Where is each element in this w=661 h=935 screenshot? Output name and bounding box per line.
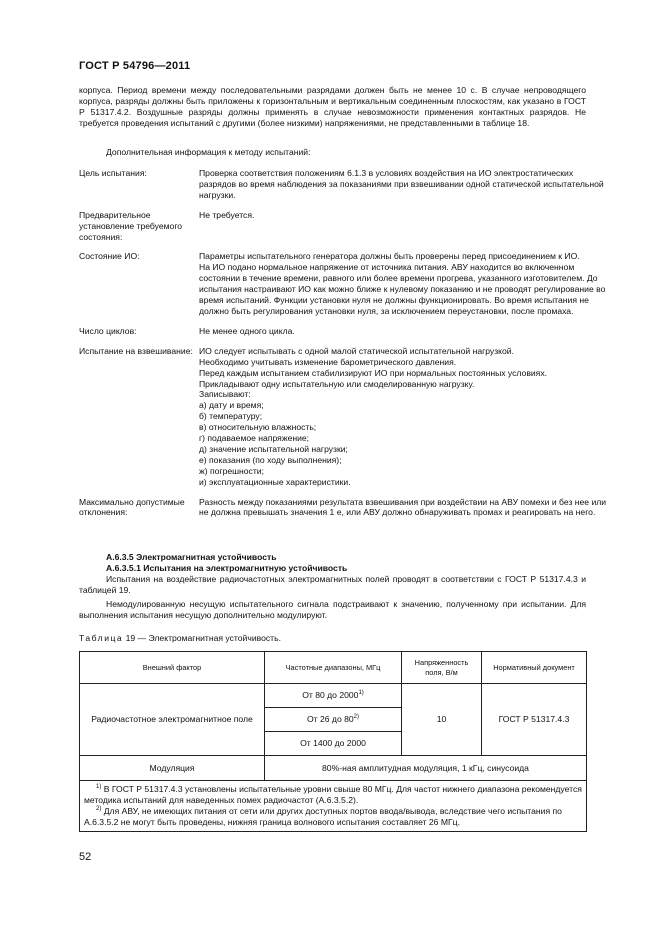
footnote-marker: 2) <box>96 805 102 812</box>
table-caption <box>79 633 281 644</box>
subsection-heading: А.6.3.5.1 Испытания на электромагнитную устойчивость <box>106 563 348 573</box>
footnote <box>84 806 582 828</box>
table-header-cell: Внешний фактор <box>80 652 265 684</box>
def-line: Перед каждым испытанием стабилизируют ИО при нормальных постоянных условиях. <box>199 367 548 378</box>
def-line: г) подаваемое напряжение; <box>199 433 310 444</box>
def-line: Проверка соответствия положениям 6.1.3 в условиях воздействия на ИО электростатических разрядов во время наблюдения за показаниями при взвешивании одной статической испытательной нагрузки. <box>199 168 604 200</box>
intro-paragraph: корпуса. Период времени между последовательными разрядами должен быть не менее 10 с. В случае непроводящего корпуса, разряды должны быть приложены к горизонтальным и вертикальным соединенным плоскостям, как указано в ГОСТ Р 51317.4.2. Воздушные разряды должны применять в случае невозможности применения контактных разрядов. Не требуется проведения испытаний с другими (более низкими) напряжениями, не представленными в таблице 18. <box>79 85 586 128</box>
footnote-marker: 2) <box>353 714 360 721</box>
def-line: и) эксплуатационные характеристики. <box>199 476 351 487</box>
table-header-row <box>80 652 587 684</box>
section-paragraph: Испытания на воздействие радиочастотных электромагнитных полей проводят в соответствии с ГОСТ Р 51317.4.3 и таблицей 19. <box>79 574 586 595</box>
def-term: Цель испытания: <box>79 168 147 178</box>
table-header-cell: Частотные диапазоны, МГц <box>265 652 402 684</box>
section-paragraph: Немодулированную несущую испытательного сигнала подстраивают к значению, полученному при испытании. Для выполнения испытания несущую дополнительно модулируют. <box>79 599 586 620</box>
range-cell <box>265 708 402 732</box>
table-row <box>80 684 587 708</box>
def-line: Не менее одного цикла. <box>199 325 295 336</box>
intro-additional-info: Дополнительная информация к методу испытаний: <box>106 147 311 157</box>
range-text: От 1400 до 2000 <box>300 738 366 749</box>
def-row-purpose <box>79 168 609 201</box>
def-desc <box>199 168 607 201</box>
range-text: От 80 до 2000 <box>302 690 359 701</box>
range-text: От 26 до 80 <box>306 714 354 725</box>
table-header-cell: Нормативный документ <box>482 652 587 684</box>
def-term: Состояние ИО: <box>79 251 140 262</box>
modulation-value: 80%-ная амплитудная модуляция, 1 кГц, синусоида <box>265 756 587 781</box>
document-header: ГОСТ Р 54796—2011 <box>79 60 191 72</box>
field-strength-cell: 10 <box>402 684 482 756</box>
def-desc <box>199 497 607 519</box>
range-cell <box>265 732 402 756</box>
def-row-cycles <box>79 326 609 337</box>
test-definitions <box>79 168 609 527</box>
def-line: в) относительную влажность; <box>199 422 317 433</box>
def-line: ж) погрешности; <box>199 465 264 476</box>
def-line: Прикладывают одну испытательную или смоделированную нагрузку. <box>199 378 475 389</box>
section-heading: А.6.3.5 Электромагнитная устойчивость <box>106 552 277 562</box>
standard-cell: ГОСТ Р 51317.4.3 <box>482 684 587 756</box>
def-line: ИО следует испытывать с одной малой статической испытательной нагрузкой. <box>199 345 514 356</box>
footnote-marker: 1) <box>96 784 102 791</box>
def-line: Не требуется. <box>199 209 255 220</box>
table-header-cell: Напряженность поля, В/м <box>402 652 482 684</box>
def-term: Предварительное установление требуемого состояния: <box>79 209 183 242</box>
factor-cell: Радиочастотное электромагнитное поле <box>80 684 265 756</box>
footnote-marker: 1) <box>358 690 364 697</box>
def-line: На ИО подано нормальное напряжение от источника питания. АВУ находится во включенном состоянии в течение времени, равного или более времени прогрева, указанного изготовителем. До испытания настраивают ИО как можно ближе к нулевому показанию и не проводят регулирование во время испытаний. Функции установки нуля не должны функционировать. Во время испытания не должно быть регулирования установки нуля, за исключением переустановки, после промаха. <box>199 262 606 316</box>
def-line: Разность между показаниями результата взвешивания при воздействии на АВУ помехи и без нее или не должна превышать значения 1 е, или АВУ должно обнаруживать промах и реагировать на него. <box>199 496 607 518</box>
table-caption-word: Таблица <box>79 633 124 643</box>
def-row-weighing-test <box>79 346 609 488</box>
def-row-max-deviation <box>79 497 609 519</box>
def-row-preconditioning <box>79 210 609 243</box>
def-line: Необходимо учитывать изменение барометрического давления. <box>199 356 457 367</box>
def-row-eut-state <box>79 251 609 316</box>
modulation-label: Модуляция <box>80 756 265 781</box>
def-desc <box>199 210 607 243</box>
footnote-text: Для АВУ, не имеющих питания от сети или других доступных портов ввода/вывода, вследствие чего испытания по А.6.3.5.2 не могут быть проведены, нижняя граница волнового испытания составляет 26 МГц. <box>84 805 562 827</box>
table-caption-text: 19 — Электромагнитная устойчивость. <box>125 633 281 643</box>
def-desc <box>199 346 607 488</box>
range-cell <box>265 684 402 708</box>
def-term: Испытание на взвешивание: <box>79 345 193 356</box>
footnote-text: В ГОСТ Р 51317.4.3 установлены испытательные уровни свыше 80 МГц. Для частот нижнего диапазона рекомендуется методика испытаний для наведенных помех радиочастот (А.6.3.5.2). <box>84 784 582 805</box>
def-line: е) показания (по ходу выполнения); <box>199 454 342 465</box>
def-term: Максимально допустимые отклонения: <box>79 496 185 518</box>
def-desc <box>199 326 607 337</box>
def-desc <box>199 251 607 316</box>
table-row-modulation <box>80 756 587 781</box>
def-line: Параметры испытательного генератора должны быть проверены перед присоединением к ИО. <box>199 251 580 262</box>
def-line: д) значение испытательной нагрузки; <box>199 443 348 454</box>
footnote <box>84 784 582 806</box>
def-line: а) дату и время; <box>199 400 264 411</box>
table-footnotes-row <box>80 781 587 832</box>
page-number: 52 <box>79 851 92 863</box>
table-footnotes <box>80 781 587 832</box>
emc-table <box>79 651 587 832</box>
def-line: Записывают: <box>199 389 251 400</box>
def-line: б) температуру; <box>199 411 263 422</box>
def-term: Число циклов: <box>79 325 137 336</box>
